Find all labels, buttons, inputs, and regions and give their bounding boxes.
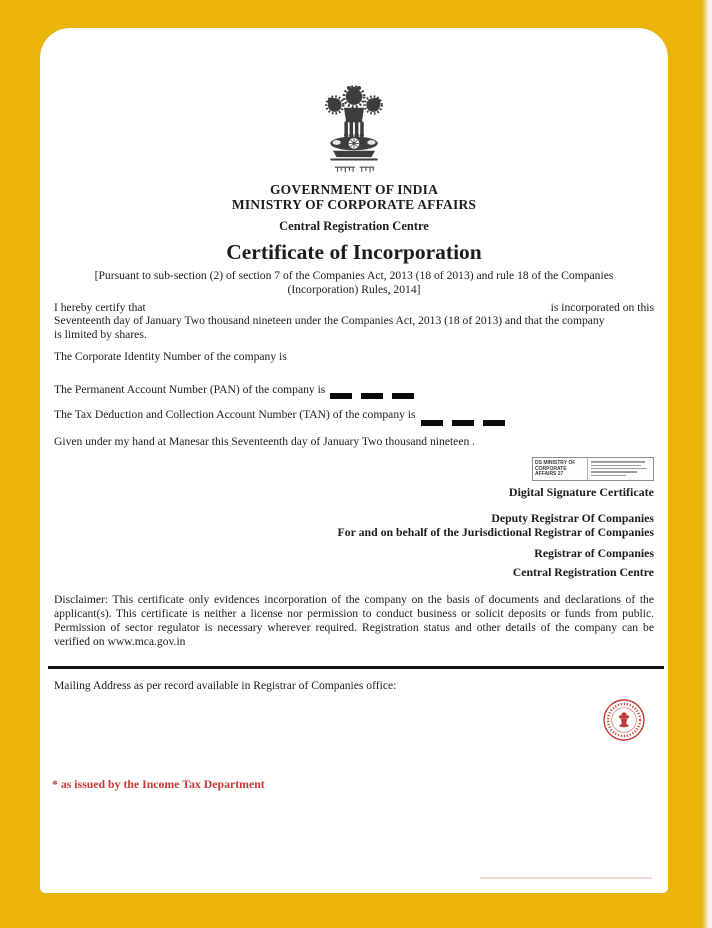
horizontal-divider	[48, 666, 664, 669]
signatory-title-line: Deputy Registrar Of Companies	[491, 511, 654, 526]
on-behalf-line: For and on behalf of the Jurisdictional Registrar of Companies	[337, 525, 654, 540]
dsc-signature-details	[588, 458, 653, 480]
certificate-title: Certificate of Incorporation	[226, 240, 482, 264]
certify-suffix: is incorporated on this	[550, 300, 654, 314]
mailing-address-label: Mailing Address as per record available in Registrar of Companies office:	[54, 678, 397, 692]
pan-line-text: The Permanent Account Number (PAN) of the company is	[54, 382, 326, 396]
tan-line-text: The Tax Deduction and Collection Account Number (TAN) of the company is	[54, 407, 416, 421]
central-registration-centre-line: Central Registration Centre	[279, 219, 429, 233]
pursuant-clause	[65, 269, 643, 297]
pursuant-line-2: (Incorporation) Rules, 2014]	[287, 282, 421, 296]
mca-red-seal-icon	[602, 698, 646, 742]
certify-prefix: I hereby certify that	[54, 300, 146, 314]
dsc-signer-name: DS MINISTRY OF CORPORATE AFFAIRS 27	[533, 458, 588, 480]
scan-artifact-line	[480, 877, 652, 879]
pan-tan-footnote: * as issued by the Income Tax Department	[52, 777, 265, 791]
given-under-hand-line: Given under my hand at Manesar this Seventeenth day of January Two thousand nineteen .	[54, 435, 476, 449]
pan-redaction-mask	[330, 393, 414, 399]
dsc-caption: Digital Signature Certificate	[508, 485, 654, 500]
tan-redaction-mask	[421, 420, 505, 426]
ministry-line: MINISTRY OF CORPORATE AFFAIRS	[231, 196, 477, 212]
digital-signature-stamp	[532, 457, 654, 481]
state-emblem-of-india-icon	[308, 83, 400, 180]
disclaimer-paragraph: Disclaimer: This certificate only evidences incorporation of the company on the basis of documents and declarations of the applicant(s). This certificate is neither a license nor permission to conduct business or solicit deposits or funds from public. Permission of sector regulator is necessary wherever required. Registration status and other details of the company can be verified on www.mca.gov.in	[54, 593, 654, 648]
certification-paragraph	[54, 301, 654, 342]
certify-line-2: Seventeenth day of January Two thousand nineteen under the Companies Act, 2013 (18 of 2013) and that the company	[54, 314, 605, 328]
scan-edge-strip	[702, 0, 712, 928]
tan-line	[54, 408, 654, 422]
pan-line	[54, 383, 654, 397]
crc-signature-line: Central Registration Centre	[512, 565, 654, 580]
pursuant-line-1: [Pursuant to sub-section (2) of section 7 of the Companies Act, 2013 (18 of 2013) and rule 18 of the Companies	[94, 269, 614, 282]
certify-first-line	[54, 301, 654, 315]
registrar-line: Registrar of Companies	[534, 546, 654, 561]
government-of-india-line: GOVERNMENT OF INDIA	[269, 182, 439, 197]
certificate-page	[40, 28, 668, 893]
cin-line: The Corporate Identity Number of the company is	[54, 349, 287, 363]
certify-line-3: is limited by shares.	[54, 328, 147, 342]
